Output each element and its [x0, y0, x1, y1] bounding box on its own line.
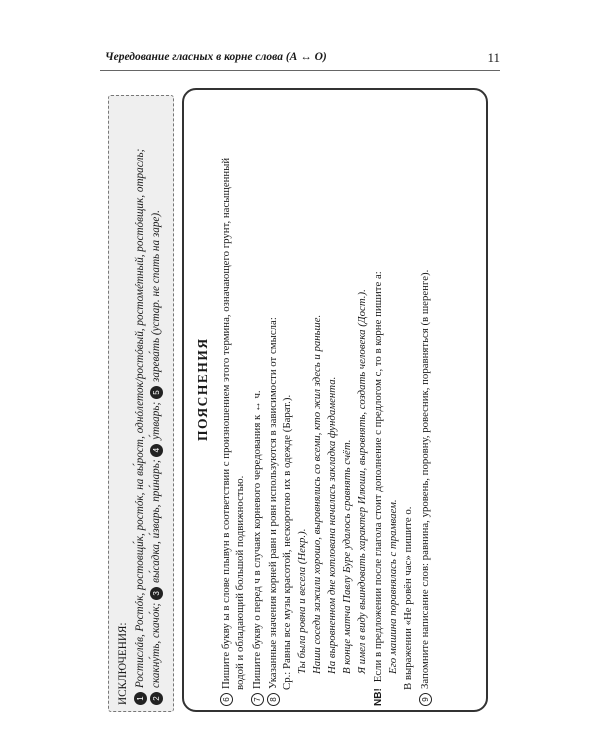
explanation-line: [388, 499, 399, 674]
explanation-line: [357, 289, 368, 674]
explanations-title: ПОЯСНЕНИЯ: [195, 337, 210, 441]
explanation-text: Пишите букву ы в слове плывун в соответствии с произношением этого термина, означающего грунт, насыщенный: [219, 157, 232, 689]
number-badge: 7: [251, 693, 264, 706]
explanation-text: Его машина поравнялась с трамваем.: [387, 499, 399, 674]
number-badge: 5: [150, 386, 163, 399]
explanation-text: Ты была ровна и весела (Некр.).: [296, 528, 308, 674]
explanation-line: [267, 317, 280, 706]
explanation-line: [282, 395, 293, 690]
explanation-text: водой и обладающий большой подвижностью.: [234, 475, 246, 690]
explanation-line: [297, 529, 308, 674]
explanation-line: [312, 315, 323, 674]
number-badge: 6: [220, 693, 233, 706]
explanation-text: Пишите букву о перед ч в случаях корневого чередования к ↔ ч.: [250, 390, 263, 689]
page-header: [105, 50, 500, 70]
exception-item-2: скакну́ть, скачо́к;: [150, 602, 163, 688]
explanation-line: [220, 158, 233, 706]
page-number: 11: [487, 50, 500, 65]
exceptions-line-2: [150, 210, 163, 705]
exceptions-line-1: [134, 149, 147, 705]
exception-item-4: у́тварь;: [150, 401, 163, 440]
number-badge: 2: [150, 692, 163, 705]
nb-label: NB!: [373, 688, 384, 706]
explanation-text: Наши соседи зажили хорошо, выравнялись со всеми, кто жил здесь и раньше.: [311, 314, 323, 674]
explanation-text: Запомните написание слов: равнина, уровень, поровну, ровесник, поравняться (в шеренге).: [418, 269, 431, 689]
explanation-line: [251, 390, 264, 706]
explanation-text: Если в предложении после глагола стоит дополнение с предлогом с, то в корне пишите а:: [372, 271, 384, 683]
explanation-text: На выровненном дне котлована началась закладка фундамента.: [326, 376, 338, 674]
explanation-line: [342, 440, 353, 674]
number-badge: 9: [419, 693, 432, 706]
exception-item-1: Ростислáв, Ростóк, ростовщи́к, ростóк, на вы́рост, однóлеток/ростóвый, ростомéтный, ростóвщик, отрасль;: [134, 148, 147, 688]
explanation-text: Указанные значения корней равн и ровн используются в зависимости от смысла:: [266, 317, 279, 689]
explanations-content: [192, 121, 482, 706]
number-badge: 3: [150, 587, 163, 600]
explanation-text: В конце матча Павлу Буре удалось сравнять счёт.: [341, 439, 353, 674]
number-badge: 8: [267, 693, 280, 706]
explanation-text: Ср.: Равны все музы красотой, нескоротою их в одежде (Барат.).: [281, 394, 293, 690]
number-badge: 1: [134, 692, 147, 705]
explanation-line: [235, 476, 246, 690]
explanation-text: В выражении «Не ровён час» пишите о.: [402, 506, 414, 690]
header-rule: [100, 70, 500, 71]
exceptions-content: [116, 110, 172, 705]
exception-item-5: зарева́ть (устар. не спать на заре).: [150, 210, 163, 383]
number-badge: 4: [150, 444, 163, 457]
exceptions-title: ИСКЛЮЧЕНИЯ:: [117, 622, 129, 705]
exception-item-3: вы́садка, и́зварь, при́нарь;: [150, 459, 163, 583]
explanation-line: [327, 377, 338, 674]
running-title: Чередование гласных в корне слова (А ↔ О): [105, 51, 327, 63]
explanation-line: [373, 271, 384, 706]
explanation-text: Я имел в виду выиндовать характер Илюши, выровнять, создать человека (Дост.).: [356, 289, 368, 674]
explanation-line: [419, 270, 432, 706]
explanation-line: [403, 506, 414, 690]
